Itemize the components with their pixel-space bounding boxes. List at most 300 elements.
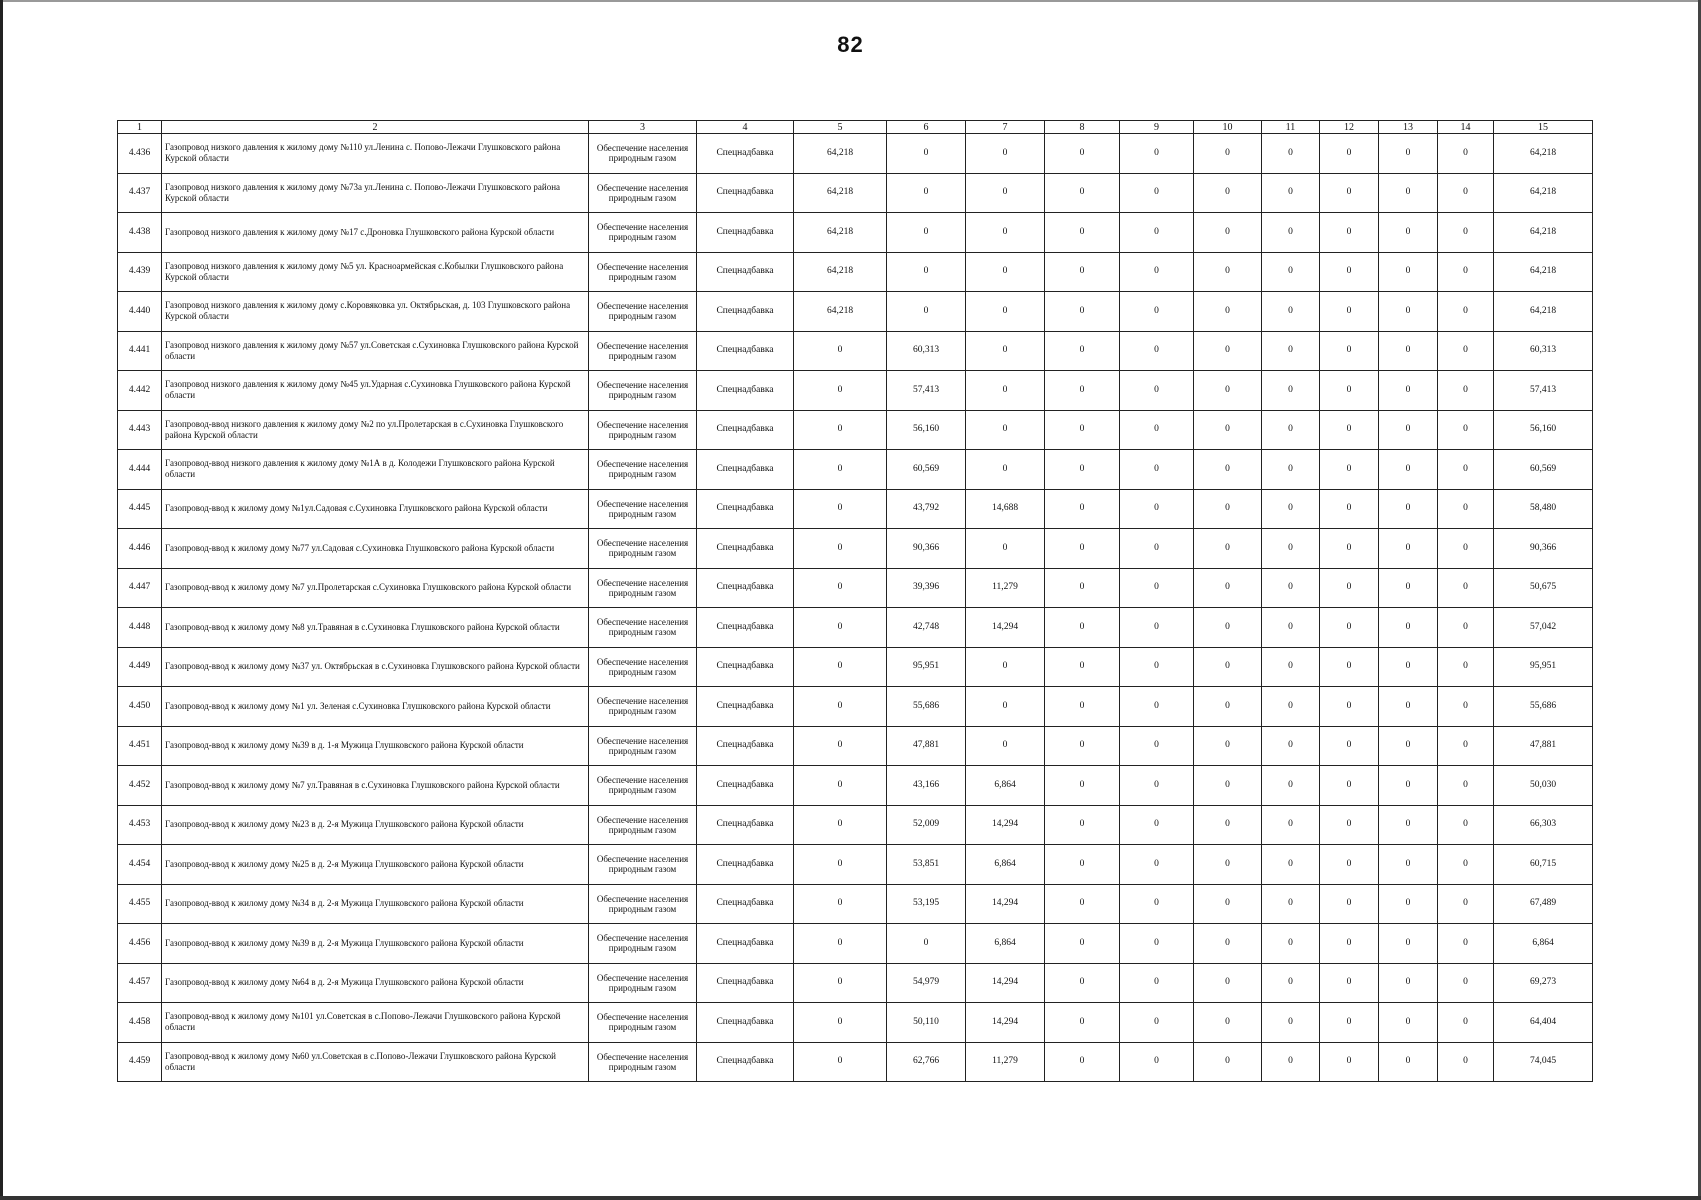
column-header-7: 7: [966, 121, 1045, 134]
col-5-value: 0: [794, 884, 887, 924]
col-14-value: 0: [1438, 489, 1494, 529]
col-7-value: 14,294: [966, 963, 1045, 1003]
column-header-15: 15: [1494, 121, 1593, 134]
col-7-value: 0: [966, 726, 1045, 766]
object-name: Газопровод-ввод к жилому дому №1ул.Садовая с.Сухиновка Глушковского района Курской области: [162, 489, 589, 529]
col-13-value: 0: [1379, 489, 1438, 529]
col-8-value: 0: [1045, 687, 1120, 727]
total-value: 66,303: [1494, 805, 1593, 845]
row-number: 4.453: [118, 805, 162, 845]
col-8-value: 0: [1045, 371, 1120, 411]
object-name: Газопровод-ввод к жилому дому №39 в д. 1-я Мужица Глушковского района Курской области: [162, 726, 589, 766]
col-7-value: 6,864: [966, 766, 1045, 806]
col-12-value: 0: [1320, 647, 1379, 687]
table-row: [118, 529, 1593, 569]
col-13-value: 0: [1379, 252, 1438, 292]
col-10-value: 0: [1194, 134, 1262, 174]
object-name: Газопровод-ввод к жилому дому №101 ул.Советская в с.Попово-Лежачи Глушковского района Курской области: [162, 1003, 589, 1043]
col-14-value: 0: [1438, 213, 1494, 253]
table-row: [118, 173, 1593, 213]
purpose: Обеспечение населения природным газом: [589, 371, 697, 411]
col-11-value: 0: [1262, 450, 1320, 490]
total-value: 50,030: [1494, 766, 1593, 806]
funding-source: Спецнадбавка: [697, 134, 794, 174]
object-name: Газопровод-ввод к жилому дому №39 в д. 2-я Мужица Глушковского района Курской области: [162, 924, 589, 964]
total-value: 55,686: [1494, 687, 1593, 727]
col-10-value: 0: [1194, 568, 1262, 608]
col-9-value: 0: [1120, 371, 1194, 411]
funding-source: Спецнадбавка: [697, 687, 794, 727]
total-value: 60,715: [1494, 845, 1593, 885]
col-6-value: 0: [887, 134, 966, 174]
col-8-value: 0: [1045, 884, 1120, 924]
object-name: Газопровод-ввод низкого давления к жилому дому №2 по ул.Пролетарская в с.Сухиновка Глушковского района Курской области: [162, 410, 589, 450]
table-row: [118, 766, 1593, 806]
funding-source: Спецнадбавка: [697, 173, 794, 213]
col-6-value: 42,748: [887, 608, 966, 648]
row-number: 4.442: [118, 371, 162, 411]
object-name: Газопровод-ввод к жилому дому №37 ул. Октябрьская в с.Сухиновка Глушковского района Курской области: [162, 647, 589, 687]
col-9-value: 0: [1120, 805, 1194, 845]
total-value: 57,042: [1494, 608, 1593, 648]
col-13-value: 0: [1379, 766, 1438, 806]
table-row: [118, 331, 1593, 371]
col-12-value: 0: [1320, 845, 1379, 885]
col-7-value: 0: [966, 647, 1045, 687]
table-row: [118, 371, 1593, 411]
column-header-3: 3: [589, 121, 697, 134]
funding-source: Спецнадбавка: [697, 726, 794, 766]
funding-source: Спецнадбавка: [697, 1042, 794, 1082]
col-6-value: 47,881: [887, 726, 966, 766]
col-13-value: 0: [1379, 213, 1438, 253]
object-name: Газопровод низкого давления к жилому дому №45 ул.Ударная с.Сухиновка Глушковского района Курской области: [162, 371, 589, 411]
col-7-value: 0: [966, 687, 1045, 727]
object-name: Газопровод-ввод к жилому дому №64 в д. 2-я Мужица Глушковского района Курской области: [162, 963, 589, 1003]
total-value: 64,218: [1494, 173, 1593, 213]
col-8-value: 0: [1045, 331, 1120, 371]
col-10-value: 0: [1194, 766, 1262, 806]
col-7-value: 14,294: [966, 1003, 1045, 1043]
table-row: [118, 647, 1593, 687]
col-9-value: 0: [1120, 884, 1194, 924]
purpose: Обеспечение населения природным газом: [589, 805, 697, 845]
funding-source: Спецнадбавка: [697, 450, 794, 490]
col-5-value: 64,218: [794, 252, 887, 292]
col-14-value: 0: [1438, 884, 1494, 924]
column-header-1: 1: [118, 121, 162, 134]
col-11-value: 0: [1262, 608, 1320, 648]
col-13-value: 0: [1379, 529, 1438, 569]
funding-source: Спецнадбавка: [697, 410, 794, 450]
col-13-value: 0: [1379, 845, 1438, 885]
col-10-value: 0: [1194, 963, 1262, 1003]
col-9-value: 0: [1120, 963, 1194, 1003]
table-row: [118, 410, 1593, 450]
column-header-2: 2: [162, 121, 589, 134]
col-12-value: 0: [1320, 371, 1379, 411]
budget-table: [117, 120, 1593, 1082]
row-number: 4.447: [118, 568, 162, 608]
row-number: 4.458: [118, 1003, 162, 1043]
total-value: 47,881: [1494, 726, 1593, 766]
col-14-value: 0: [1438, 173, 1494, 213]
object-name: Газопровод низкого давления к жилому дому с.Коровяковка ул. Октябрьская, д. 103 Глушковского района Курской области: [162, 292, 589, 332]
col-10-value: 0: [1194, 410, 1262, 450]
col-5-value: 0: [794, 924, 887, 964]
col-6-value: 43,166: [887, 766, 966, 806]
object-name: Газопровод низкого давления к жилому дому №5 ул. Красноармейская с.Кобылки Глушковского района Курской области: [162, 252, 589, 292]
col-8-value: 0: [1045, 489, 1120, 529]
col-5-value: 0: [794, 489, 887, 529]
col-13-value: 0: [1379, 687, 1438, 727]
col-13-value: 0: [1379, 173, 1438, 213]
col-14-value: 0: [1438, 1003, 1494, 1043]
col-8-value: 0: [1045, 1042, 1120, 1082]
col-10-value: 0: [1194, 884, 1262, 924]
funding-source: Спецнадбавка: [697, 963, 794, 1003]
row-number: 4.452: [118, 766, 162, 806]
column-header-12: 12: [1320, 121, 1379, 134]
col-10-value: 0: [1194, 173, 1262, 213]
purpose: Обеспечение населения природным газом: [589, 173, 697, 213]
col-11-value: 0: [1262, 252, 1320, 292]
col-9-value: 0: [1120, 134, 1194, 174]
col-9-value: 0: [1120, 529, 1194, 569]
row-number: 4.450: [118, 687, 162, 727]
col-14-value: 0: [1438, 450, 1494, 490]
col-11-value: 0: [1262, 766, 1320, 806]
total-value: 90,366: [1494, 529, 1593, 569]
col-6-value: 62,766: [887, 1042, 966, 1082]
purpose: Обеспечение населения природным газом: [589, 608, 697, 648]
col-5-value: 0: [794, 805, 887, 845]
col-10-value: 0: [1194, 529, 1262, 569]
col-5-value: 0: [794, 845, 887, 885]
col-12-value: 0: [1320, 805, 1379, 845]
col-9-value: 0: [1120, 766, 1194, 806]
object-name: Газопровод-ввод к жилому дому №8 ул.Травяная в с.Сухиновка Глушковского района Курской области: [162, 608, 589, 648]
col-6-value: 0: [887, 292, 966, 332]
purpose: Обеспечение населения природным газом: [589, 529, 697, 569]
table-row: [118, 845, 1593, 885]
col-14-value: 0: [1438, 608, 1494, 648]
total-value: 69,273: [1494, 963, 1593, 1003]
col-12-value: 0: [1320, 252, 1379, 292]
col-11-value: 0: [1262, 134, 1320, 174]
col-14-value: 0: [1438, 924, 1494, 964]
row-number: 4.436: [118, 134, 162, 174]
purpose: Обеспечение населения природным газом: [589, 647, 697, 687]
col-8-value: 0: [1045, 410, 1120, 450]
funding-source: Спецнадбавка: [697, 884, 794, 924]
col-14-value: 0: [1438, 766, 1494, 806]
total-value: 64,218: [1494, 134, 1593, 174]
col-9-value: 0: [1120, 450, 1194, 490]
col-13-value: 0: [1379, 924, 1438, 964]
col-11-value: 0: [1262, 371, 1320, 411]
column-header-13: 13: [1379, 121, 1438, 134]
row-number: 4.456: [118, 924, 162, 964]
col-6-value: 53,195: [887, 884, 966, 924]
col-11-value: 0: [1262, 568, 1320, 608]
col-11-value: 0: [1262, 647, 1320, 687]
col-13-value: 0: [1379, 884, 1438, 924]
col-6-value: 0: [887, 173, 966, 213]
funding-source: Спецнадбавка: [697, 568, 794, 608]
purpose: Обеспечение населения природным газом: [589, 568, 697, 608]
col-5-value: 0: [794, 1003, 887, 1043]
table-row: [118, 489, 1593, 529]
col-8-value: 0: [1045, 450, 1120, 490]
col-7-value: 14,688: [966, 489, 1045, 529]
col-14-value: 0: [1438, 252, 1494, 292]
col-6-value: 0: [887, 924, 966, 964]
column-header-4: 4: [697, 121, 794, 134]
table-header-row: [118, 121, 1593, 134]
col-5-value: 0: [794, 726, 887, 766]
col-5-value: 0: [794, 529, 887, 569]
col-6-value: 54,979: [887, 963, 966, 1003]
col-10-value: 0: [1194, 924, 1262, 964]
page-number: 82: [837, 32, 864, 57]
col-10-value: 0: [1194, 687, 1262, 727]
col-14-value: 0: [1438, 726, 1494, 766]
col-12-value: 0: [1320, 410, 1379, 450]
col-12-value: 0: [1320, 292, 1379, 332]
object-name: Газопровод низкого давления к жилому дому №110 ул.Ленина с. Попово-Лежачи Глушковского района Курской области: [162, 134, 589, 174]
col-8-value: 0: [1045, 252, 1120, 292]
table-row: [118, 213, 1593, 253]
col-5-value: 0: [794, 608, 887, 648]
table-row: [118, 726, 1593, 766]
column-header-9: 9: [1120, 121, 1194, 134]
col-13-value: 0: [1379, 331, 1438, 371]
col-7-value: 6,864: [966, 924, 1045, 964]
col-11-value: 0: [1262, 331, 1320, 371]
col-5-value: 0: [794, 568, 887, 608]
col-14-value: 0: [1438, 805, 1494, 845]
col-10-value: 0: [1194, 292, 1262, 332]
col-5-value: 64,218: [794, 173, 887, 213]
col-7-value: 0: [966, 252, 1045, 292]
row-number: 4.457: [118, 963, 162, 1003]
purpose: Обеспечение населения природным газом: [589, 963, 697, 1003]
col-11-value: 0: [1262, 489, 1320, 529]
col-9-value: 0: [1120, 173, 1194, 213]
purpose: Обеспечение населения природным газом: [589, 1042, 697, 1082]
col-13-value: 0: [1379, 450, 1438, 490]
col-7-value: 0: [966, 134, 1045, 174]
col-8-value: 0: [1045, 845, 1120, 885]
row-number: 4.438: [118, 213, 162, 253]
col-5-value: 64,218: [794, 292, 887, 332]
funding-source: Спецнадбавка: [697, 489, 794, 529]
col-12-value: 0: [1320, 568, 1379, 608]
col-9-value: 0: [1120, 924, 1194, 964]
col-11-value: 0: [1262, 1042, 1320, 1082]
row-number: 4.455: [118, 884, 162, 924]
col-5-value: 0: [794, 963, 887, 1003]
object-name: Газопровод-ввод к жилому дому №7 ул.Травяная в с.Сухиновка Глушковского района Курской области: [162, 766, 589, 806]
col-9-value: 0: [1120, 292, 1194, 332]
col-12-value: 0: [1320, 687, 1379, 727]
purpose: Обеспечение населения природным газом: [589, 213, 697, 253]
col-5-value: 0: [794, 410, 887, 450]
col-11-value: 0: [1262, 805, 1320, 845]
total-value: 95,951: [1494, 647, 1593, 687]
col-12-value: 0: [1320, 1003, 1379, 1043]
row-number: 4.441: [118, 331, 162, 371]
row-number: 4.437: [118, 173, 162, 213]
row-number: 4.448: [118, 608, 162, 648]
col-10-value: 0: [1194, 213, 1262, 253]
col-5-value: 0: [794, 647, 887, 687]
col-13-value: 0: [1379, 371, 1438, 411]
col-11-value: 0: [1262, 845, 1320, 885]
purpose: Обеспечение населения природным газом: [589, 884, 697, 924]
col-8-value: 0: [1045, 805, 1120, 845]
col-7-value: 0: [966, 410, 1045, 450]
purpose: Обеспечение населения природным газом: [589, 489, 697, 529]
col-9-value: 0: [1120, 331, 1194, 371]
col-10-value: 0: [1194, 1042, 1262, 1082]
col-5-value: 64,218: [794, 134, 887, 174]
col-13-value: 0: [1379, 568, 1438, 608]
table-row: [118, 292, 1593, 332]
col-7-value: 14,294: [966, 805, 1045, 845]
row-number: 4.454: [118, 845, 162, 885]
table-row: [118, 1042, 1593, 1082]
col-9-value: 0: [1120, 568, 1194, 608]
total-value: 74,045: [1494, 1042, 1593, 1082]
col-7-value: 11,279: [966, 1042, 1045, 1082]
purpose: Обеспечение населения природным газом: [589, 766, 697, 806]
col-13-value: 0: [1379, 726, 1438, 766]
col-12-value: 0: [1320, 924, 1379, 964]
table-row: [118, 963, 1593, 1003]
column-header-5: 5: [794, 121, 887, 134]
col-6-value: 0: [887, 213, 966, 253]
col-6-value: 90,366: [887, 529, 966, 569]
table-row: [118, 608, 1593, 648]
col-12-value: 0: [1320, 134, 1379, 174]
col-11-value: 0: [1262, 213, 1320, 253]
column-header-14: 14: [1438, 121, 1494, 134]
table-row: [118, 450, 1593, 490]
col-6-value: 56,160: [887, 410, 966, 450]
col-10-value: 0: [1194, 726, 1262, 766]
col-7-value: 0: [966, 450, 1045, 490]
col-5-value: 0: [794, 687, 887, 727]
col-12-value: 0: [1320, 963, 1379, 1003]
col-8-value: 0: [1045, 963, 1120, 1003]
col-13-value: 0: [1379, 608, 1438, 648]
row-number: 4.459: [118, 1042, 162, 1082]
funding-source: Спецнадбавка: [697, 252, 794, 292]
col-8-value: 0: [1045, 924, 1120, 964]
col-9-value: 0: [1120, 410, 1194, 450]
scan-edge-left: [0, 0, 3, 1200]
total-value: 64,218: [1494, 252, 1593, 292]
col-7-value: 0: [966, 292, 1045, 332]
col-11-value: 0: [1262, 726, 1320, 766]
object-name: Газопровод-ввод к жилому дому №60 ул.Советская в с.Попово-Лежачи Глушковского района Курской области: [162, 1042, 589, 1082]
col-11-value: 0: [1262, 687, 1320, 727]
col-11-value: 0: [1262, 1003, 1320, 1043]
row-number: 4.444: [118, 450, 162, 490]
col-11-value: 0: [1262, 924, 1320, 964]
col-9-value: 0: [1120, 845, 1194, 885]
total-value: 56,160: [1494, 410, 1593, 450]
col-7-value: 11,279: [966, 568, 1045, 608]
col-14-value: 0: [1438, 371, 1494, 411]
col-8-value: 0: [1045, 647, 1120, 687]
col-5-value: 0: [794, 371, 887, 411]
purpose: Обеспечение населения природным газом: [589, 252, 697, 292]
row-number: 4.439: [118, 252, 162, 292]
column-header-10: 10: [1194, 121, 1262, 134]
object-name: Газопровод-ввод к жилому дому №23 в д. 2-я Мужица Глушковского района Курской области: [162, 805, 589, 845]
col-7-value: 0: [966, 529, 1045, 569]
col-9-value: 0: [1120, 726, 1194, 766]
col-7-value: 6,864: [966, 845, 1045, 885]
row-number: 4.443: [118, 410, 162, 450]
col-13-value: 0: [1379, 1042, 1438, 1082]
col-6-value: 95,951: [887, 647, 966, 687]
col-11-value: 0: [1262, 173, 1320, 213]
col-10-value: 0: [1194, 450, 1262, 490]
col-5-value: 0: [794, 331, 887, 371]
purpose: Обеспечение населения природным газом: [589, 450, 697, 490]
col-8-value: 0: [1045, 726, 1120, 766]
col-13-value: 0: [1379, 292, 1438, 332]
col-13-value: 0: [1379, 134, 1438, 174]
row-number: 4.440: [118, 292, 162, 332]
object-name: Газопровод-ввод к жилому дому №25 в д. 2-я Мужица Глушковского района Курской области: [162, 845, 589, 885]
col-7-value: 14,294: [966, 884, 1045, 924]
col-14-value: 0: [1438, 410, 1494, 450]
object-name: Газопровод низкого давления к жилому дому №57 ул.Советская с.Сухиновка Глушковского района Курской области: [162, 331, 589, 371]
total-value: 60,569: [1494, 450, 1593, 490]
table-body: [118, 134, 1593, 1082]
object-name: Газопровод низкого давления к жилому дому №17 с.Дроновка Глушковского района Курской области: [162, 213, 589, 253]
col-8-value: 0: [1045, 173, 1120, 213]
total-value: 57,413: [1494, 371, 1593, 411]
scan-edge-bottom: [0, 1196, 1701, 1200]
funding-source: Спецнадбавка: [697, 213, 794, 253]
col-10-value: 0: [1194, 371, 1262, 411]
table-row: [118, 568, 1593, 608]
col-12-value: 0: [1320, 450, 1379, 490]
col-12-value: 0: [1320, 213, 1379, 253]
scan-edge-top: [0, 0, 1701, 2]
col-14-value: 0: [1438, 529, 1494, 569]
col-6-value: 57,413: [887, 371, 966, 411]
table-row: [118, 687, 1593, 727]
purpose: Обеспечение населения природным газом: [589, 410, 697, 450]
col-6-value: 39,396: [887, 568, 966, 608]
purpose: Обеспечение населения природным газом: [589, 292, 697, 332]
col-7-value: 0: [966, 371, 1045, 411]
col-10-value: 0: [1194, 845, 1262, 885]
col-11-value: 0: [1262, 410, 1320, 450]
col-13-value: 0: [1379, 963, 1438, 1003]
col-7-value: 0: [966, 213, 1045, 253]
col-6-value: 60,313: [887, 331, 966, 371]
col-8-value: 0: [1045, 766, 1120, 806]
col-12-value: 0: [1320, 1042, 1379, 1082]
